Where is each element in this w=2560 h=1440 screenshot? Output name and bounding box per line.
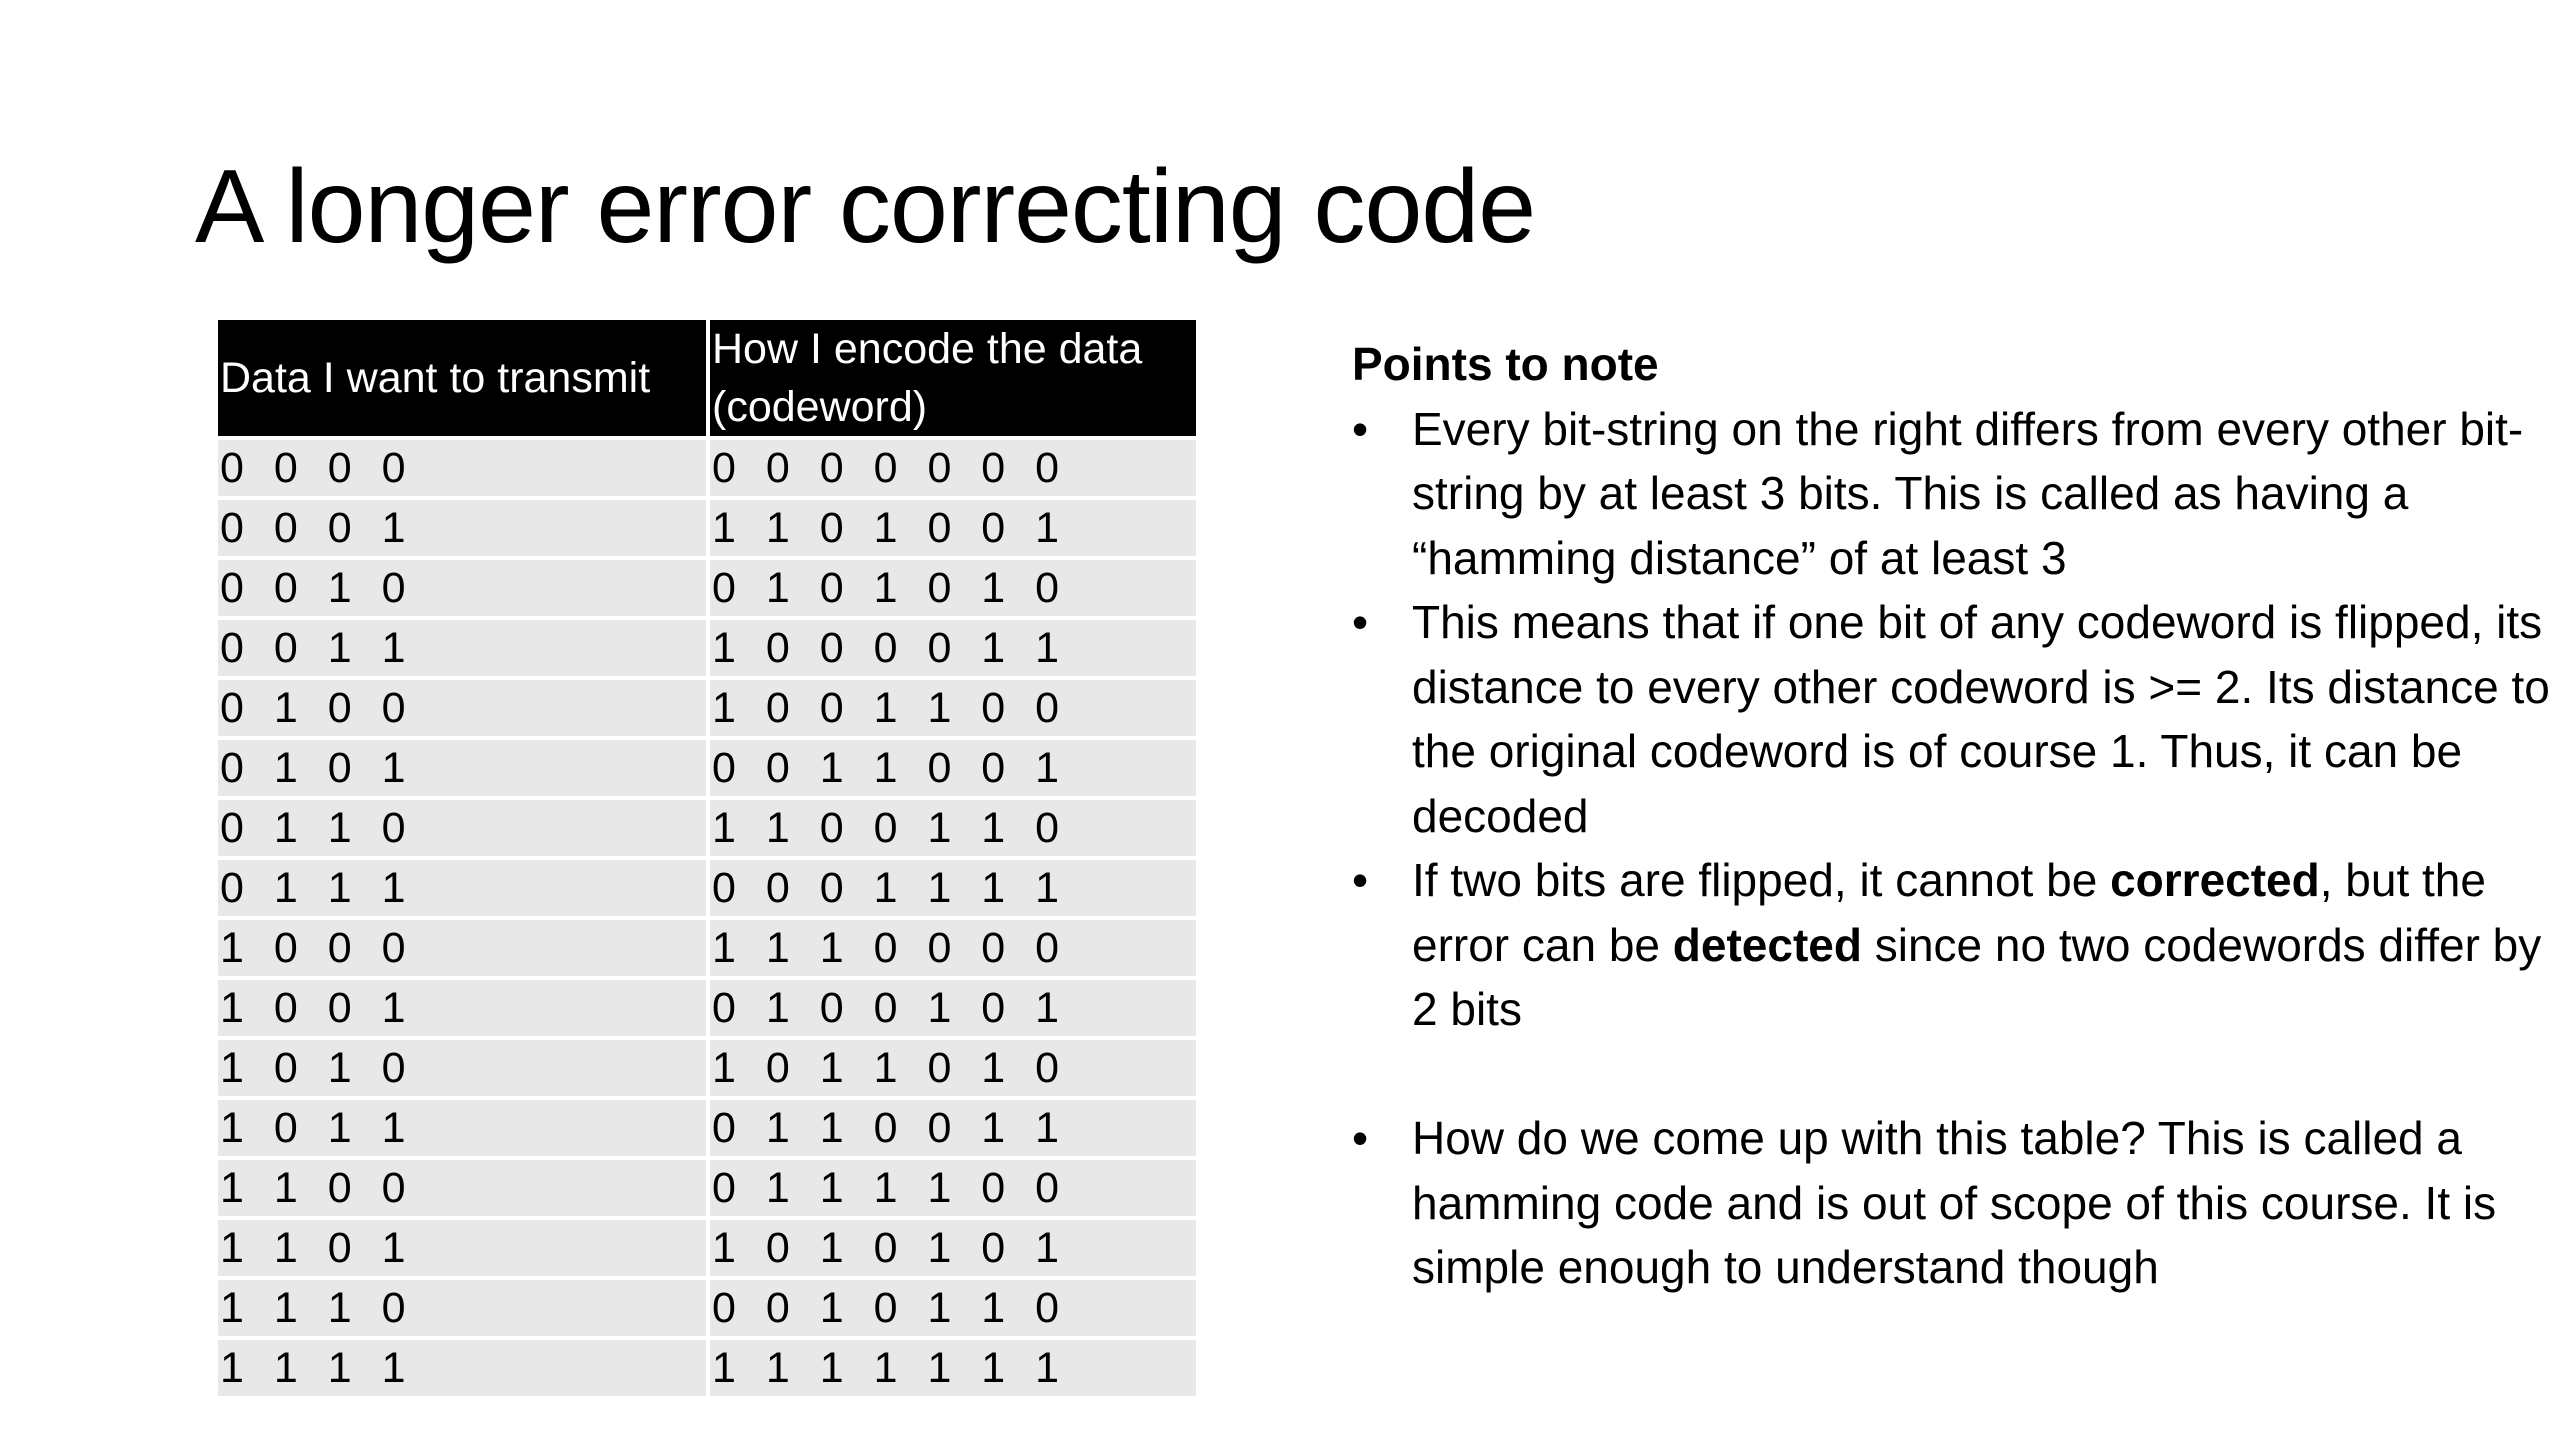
data-cell: 0 0 0 0 <box>218 438 708 498</box>
table-row <box>218 618 1196 678</box>
note-item <box>1352 397 2552 591</box>
data-cell: 1 1 0 1 <box>218 1218 708 1278</box>
data-cell: 0 1 0 1 <box>218 738 708 798</box>
note-text: Every bit-string on the right differs from every other bit-string by at least 3 bits. This is called as having a “hamming distance” of at least 3 <box>1412 402 2524 584</box>
table-row <box>218 738 1196 798</box>
codeword-cell: 0 0 1 1 0 0 1 <box>708 738 1196 798</box>
note-emphasis-detected: detected <box>1672 918 1862 971</box>
table-row <box>218 798 1196 858</box>
table-row <box>218 558 1196 618</box>
note-text: If two bits are flipped, it cannot be <box>1412 854 2111 906</box>
table-header-row <box>218 320 1196 438</box>
table-row <box>218 1158 1196 1218</box>
codeword-cell: 1 0 0 1 1 0 0 <box>708 678 1196 738</box>
codeword-cell: 1 1 0 0 1 1 0 <box>708 798 1196 858</box>
data-cell: 1 0 0 1 <box>218 978 708 1038</box>
data-cell: 0 0 0 1 <box>218 498 708 558</box>
data-cell: 0 0 1 1 <box>218 618 708 678</box>
codeword-cell: 0 1 0 1 0 1 0 <box>708 558 1196 618</box>
table-row <box>218 1038 1196 1098</box>
codeword-cell: 0 0 0 0 0 0 0 <box>708 438 1196 498</box>
codeword-cell: 0 1 0 0 1 0 1 <box>708 978 1196 1038</box>
note-item <box>1352 1106 2552 1300</box>
notes-list <box>1352 397 2552 1300</box>
data-cell: 0 1 1 1 <box>218 858 708 918</box>
codeword-cell: 0 1 1 1 1 0 0 <box>708 1158 1196 1218</box>
note-item <box>1352 848 2552 1042</box>
codeword-cell: 1 1 1 0 0 0 0 <box>708 918 1196 978</box>
column-header-data: Data I want to transmit <box>218 320 708 438</box>
data-cell: 1 0 0 0 <box>218 918 708 978</box>
note-text: since no two codewords differ by 2 bits <box>1412 918 2542 1035</box>
bullet-icon: • <box>1352 1112 1369 1164</box>
table-row <box>218 1218 1196 1278</box>
bullet-icon: • <box>1352 402 1369 455</box>
table-row <box>218 498 1196 558</box>
codeword-cell: 1 1 0 1 0 0 1 <box>708 498 1196 558</box>
table-row <box>218 858 1196 918</box>
codeword-cell: 0 0 1 0 1 1 0 <box>708 1278 1196 1338</box>
notes-heading: Points to note <box>1352 338 1659 390</box>
table-row <box>218 1338 1196 1396</box>
data-cell: 1 1 1 0 <box>218 1278 708 1338</box>
note-emphasis-corrected: corrected <box>2110 854 2320 906</box>
codeword-cell: 1 0 1 0 1 0 1 <box>708 1218 1196 1278</box>
column-header-codeword: How I encode the data (codeword) <box>708 320 1196 438</box>
data-cell: 1 1 0 0 <box>218 1158 708 1218</box>
data-cell: 0 0 1 0 <box>218 558 708 618</box>
data-cell: 1 0 1 1 <box>218 1098 708 1158</box>
codeword-cell: 0 0 0 1 1 1 1 <box>708 858 1196 918</box>
codeword-table <box>218 320 1196 1396</box>
note-text: How do we come up with this table? This is called a hamming code and is out of scope of this course. It is simple enough to understand though <box>1412 1112 2497 1293</box>
table-row <box>218 1278 1196 1338</box>
codeword-cell: 1 0 1 1 0 1 0 <box>708 1038 1196 1098</box>
codeword-cell: 1 1 1 1 1 1 1 <box>708 1338 1196 1396</box>
bullet-icon: • <box>1352 596 1369 648</box>
data-cell: 0 1 1 0 <box>218 798 708 858</box>
notes-panel <box>1352 332 2552 1300</box>
codeword-cell: 0 1 1 0 0 1 1 <box>708 1098 1196 1158</box>
table-row <box>218 978 1196 1038</box>
slide-title: A longer error correcting code <box>195 149 1536 265</box>
table-row <box>218 678 1196 738</box>
note-item <box>1352 590 2552 848</box>
note-text: , but the error can be <box>1412 854 2486 971</box>
codeword-cell: 1 0 0 0 0 1 1 <box>708 618 1196 678</box>
table-row <box>218 1098 1196 1158</box>
note-text: This means that if one bit of any codeword is flipped, its distance to every other codeword is >= 2. Its distance to the original codeword is of course 1. Thus, it can be decoded <box>1412 596 2550 842</box>
data-cell: 1 1 1 1 <box>218 1338 708 1396</box>
data-cell: 0 1 0 0 <box>218 678 708 738</box>
table-row <box>218 438 1196 498</box>
table-row <box>218 918 1196 978</box>
data-cell: 1 0 1 0 <box>218 1038 708 1098</box>
bullet-icon: • <box>1352 854 1369 906</box>
